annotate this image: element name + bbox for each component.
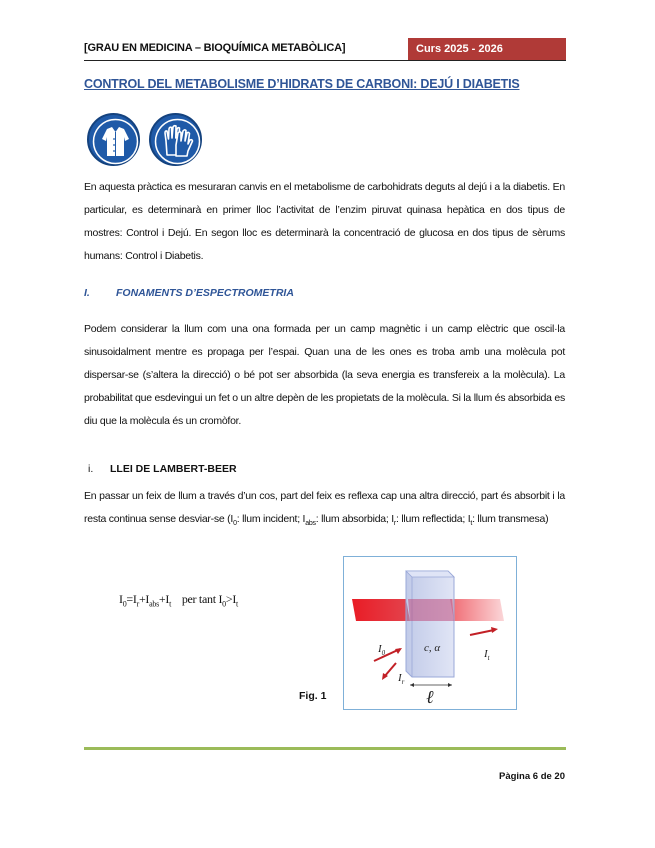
lambert-beer-paragraph: En passar un feix de llum a través d’un cos, part del feix es reflexa cap una altra direcció, part és absorbit i la resta continua sense desviar-se ($I_0$: llum incident; $I_{abs}$: llum absorbida; $I_r$: llum reflectida; $I_t$: llum transmesa) (84, 490, 565, 528)
subsection-heading-lambert-beer (88, 463, 237, 475)
lambert-beer-figure (343, 556, 517, 710)
label-incident: $I_0$ (378, 643, 386, 657)
footer-divider (84, 747, 566, 750)
cuvette-diagram (344, 557, 516, 709)
label-concentration: c, α (424, 642, 441, 654)
spectrometry-paragraph: Podem considerar la llum com una ona formada per un camp magnètic i un camp elèctric que oscil·la sinusoidalment mentre es propaga per l’espai. Quan una de les ones es troba amb una molècula pot dispersar-se (s’altera la direcció) o bé pot ser absorbida (la seva energia es transfereix a la molècula). La probabilitat que esdevingui un fet o un altre depèn de les propietats de la molècula. Si la llum és absorbida es diu que la molècula és un cromòfor. (84, 323, 565, 427)
header-year-badge: Curs 2025 - 2026 (408, 38, 566, 60)
gloves-icon (149, 113, 202, 166)
page-number: Pàgina 6 de 20 (498, 771, 565, 782)
light-balance-formula: $I_0=I_r+I_{abs}+I_t$ per tant $I_0>I_t$ (119, 592, 238, 609)
label-path-length: ℓ (426, 687, 434, 707)
lab-coat-icon (87, 113, 140, 166)
subsection-title: LLEI DE LAMBERT-BEER (110, 463, 237, 475)
figure-caption: Fig. 1 (299, 690, 327, 702)
page-header (84, 38, 566, 61)
section-heading-spectrometry (84, 287, 294, 299)
section-title: FONAMENTS D’ESPECTROMETRIA (116, 287, 294, 299)
section-number: I. (84, 287, 90, 299)
label-reflected: $I_r$ (398, 672, 405, 686)
page-title: CONTROL DEL METABOLISME D’HIDRATS DE CARBONI: DEJÚ I DIABETIS (84, 77, 520, 91)
label-transmitted: $I_t$ (484, 648, 490, 662)
intro-paragraph: En aquesta pràctica es mesuraran canvis en el metabolisme de carbohidrats deguts al dejú i a la diabetis. En particular, es determinarà en primer lloc l’activitat de l’enzim piruvat quinasa hepàtica en dos tipus de mostres: Control i Dejú. En segon lloc es determinarà la concentració de glucosa en dos tipus de sèrums humans: Control i Diabetis. (84, 181, 565, 262)
header-course: [GRAU EN MEDICINA – BIOQUÍMICA METABÒLICA] (84, 42, 346, 54)
subsection-number: i. (88, 463, 94, 475)
